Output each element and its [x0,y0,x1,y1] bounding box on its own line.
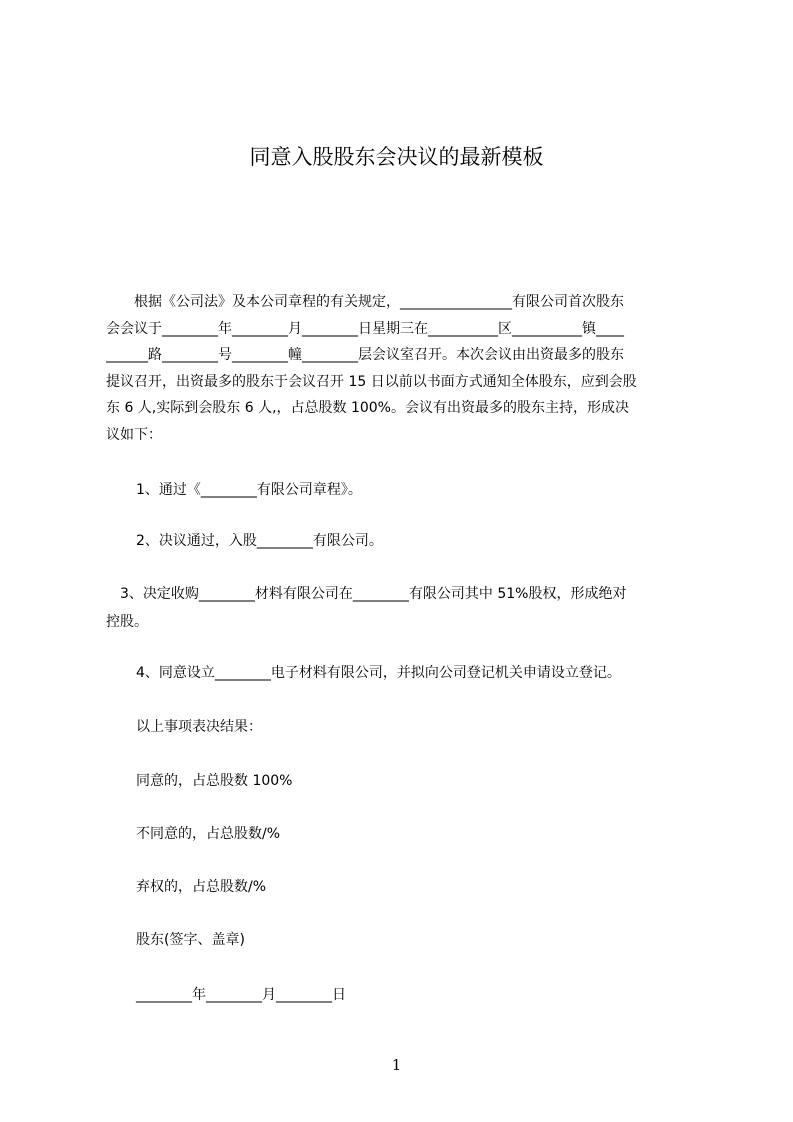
vote-disagree: 不同意的，占总股数/% [136,826,281,842]
signature-date-line: ________年________月________日 [136,987,346,1003]
document-title: 同意入股股东会决议的最新模板 [249,145,544,169]
voting-results-heading: 以上事项表决结果： [136,719,262,735]
vote-abstain: 弃权的，占总股数/% [136,879,267,895]
page-number: 1 [391,1056,402,1074]
intro-line: 会会议于________年________月________日星期三在__________区__________镇____ [106,320,624,337]
intro-line: 根据《公司法》及本公司章程的有关规定，________________有限公司首次股东 [106,294,624,310]
intro-paragraph [106,289,698,448]
vote-agree: 同意的，占总股数 100% [136,773,293,789]
shareholder-signature: 股东(签字、盖章) [136,932,245,948]
intro-line: ______路________号________幢________层会议室召开。本次会议由出资最多的股东 [106,347,624,363]
resolution-item-4: 4、同意设立________电子材料有限公司，并拟向公司登记机关申请设立登记。 [136,665,621,681]
resolution-item-3-line: 3、决定收购________材料有限公司在________有限公司其中 51%股权，形成绝对 [106,586,627,602]
intro-line: 东 6 人,实际到会股东 6 人,，占总股数 100%。会议有出资最多的股东主持，形成决 [106,400,629,416]
intro-line: 议如下： [106,426,162,443]
intro-line: 提议召开，出资最多的股东于会议召开 15 日以前以书面方式通知全体股东，应到会股 [106,373,637,390]
resolution-item-1: 1、通过《________有限公司章程》。 [136,482,362,498]
resolution-item-2: 2、决议通过，入股________有限公司。 [136,533,383,549]
resolution-item-3 [106,580,704,636]
resolution-item-3-line: 控股。 [106,614,148,630]
